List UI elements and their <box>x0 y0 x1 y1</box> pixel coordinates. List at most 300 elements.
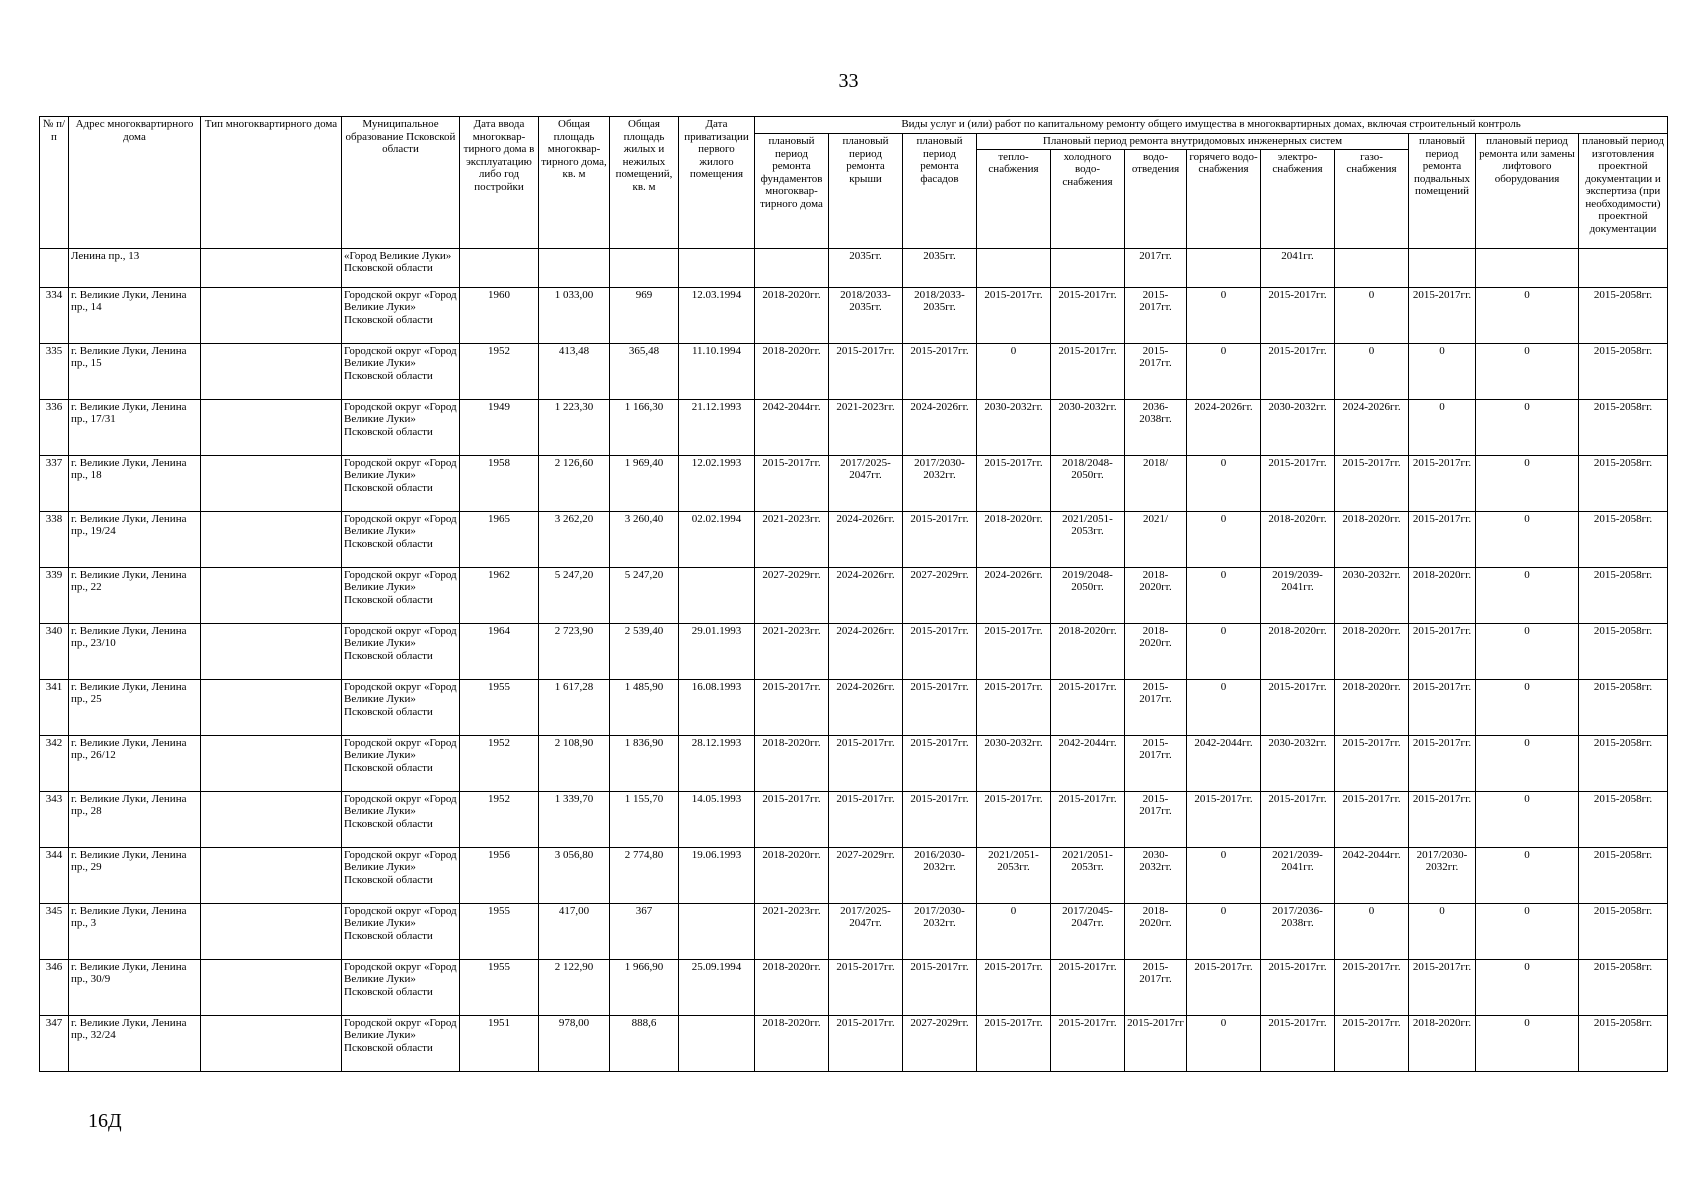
cell-foundation: 2021-2023гг. <box>755 903 829 959</box>
cell-sewage: 2018/ <box>1125 455 1187 511</box>
table-row <box>40 847 1668 903</box>
cell-address: г. Великие Луки, Ленина пр., 28 <box>69 791 201 847</box>
cell-sewage: 2015-2017гг. <box>1125 959 1187 1015</box>
cell-municipality: Городской округ «Город Великие Луки» Псковской области <box>342 847 460 903</box>
cell-basement: 2015-2017гг. <box>1409 511 1476 567</box>
cell-type <box>201 791 342 847</box>
cell-roof: 2015-2017гг. <box>829 343 903 399</box>
col-header-date: Дата ввода многоквар-тирного дома в эксплуатацию либо год постройки <box>460 117 539 249</box>
cell-type <box>201 623 342 679</box>
col-header-municipality: Муниципальное образование Псковской области <box>342 117 460 249</box>
cell-date: 1952 <box>460 735 539 791</box>
cell-living-area: 3 260,40 <box>610 511 679 567</box>
col-header-basement: плановый период ремонта подвальных помещений <box>1409 134 1476 249</box>
col-header-design: плановый период изготовления проектной документации и экспертиза (при необходимости) проектной документации <box>1579 134 1668 249</box>
cell-sewage: 2015-2017гг. <box>1125 791 1187 847</box>
cell-design: 2015-2058гг. <box>1579 623 1668 679</box>
cell-date: 1951 <box>460 1015 539 1071</box>
cell-foundation: 2021-2023гг. <box>755 623 829 679</box>
cell-roof: 2015-2017гг. <box>829 791 903 847</box>
cell-privatization-date <box>679 248 755 287</box>
cell-basement: 0 <box>1409 903 1476 959</box>
cell-sewage: 2015-2017гг. <box>1125 343 1187 399</box>
cell-num: 346 <box>40 959 69 1015</box>
cell-privatization-date <box>679 903 755 959</box>
cell-address: г. Великие Луки, Ленина пр., 14 <box>69 287 201 343</box>
cell-sewage: 2036-2038гг. <box>1125 399 1187 455</box>
cell-total-area: 1 223,30 <box>539 399 610 455</box>
cell-sewage: 2015-2017гг. <box>1125 735 1187 791</box>
table-row <box>40 1015 1668 1071</box>
cell-hot-water: 0 <box>1187 511 1261 567</box>
cell-date: 1962 <box>460 567 539 623</box>
cell-cold-water: 2017/2045-2047гг. <box>1051 903 1125 959</box>
cell-heat: 0 <box>977 903 1051 959</box>
cell-address: г. Великие Луки, Ленина пр., 17/31 <box>69 399 201 455</box>
cell-privatization-date: 02.02.1994 <box>679 511 755 567</box>
cell-type <box>201 959 342 1015</box>
cell-date: 1964 <box>460 623 539 679</box>
cell-total-area: 413,48 <box>539 343 610 399</box>
cell-basement: 0 <box>1409 399 1476 455</box>
col-header-privatization-date: Дата приватизации первого жилого помещения <box>679 117 755 249</box>
cell-num: 336 <box>40 399 69 455</box>
cell-cold-water: 2015-2017гг. <box>1051 791 1125 847</box>
cell-hot-water: 0 <box>1187 567 1261 623</box>
cell-total-area: 3 262,20 <box>539 511 610 567</box>
cell-heat: 2015-2017гг. <box>977 455 1051 511</box>
cell-roof: 2035гг. <box>829 248 903 287</box>
cell-heat: 2030-2032гг. <box>977 735 1051 791</box>
cell-total-area: 2 108,90 <box>539 735 610 791</box>
cell-living-area: 1 155,70 <box>610 791 679 847</box>
cell-living-area: 365,48 <box>610 343 679 399</box>
cell-cold-water: 2018/2048-2050гг. <box>1051 455 1125 511</box>
cell-elevator: 0 <box>1476 679 1579 735</box>
cell-foundation: 2018-2020гг. <box>755 287 829 343</box>
cell-facade: 2017/2030-2032гг. <box>903 455 977 511</box>
cell-elevator: 0 <box>1476 399 1579 455</box>
cell-municipality: Городской округ «Город Великие Луки» Псковской области <box>342 1015 460 1071</box>
cell-sewage: 2018-2020гг. <box>1125 903 1187 959</box>
cell-heat: 2015-2017гг. <box>977 959 1051 1015</box>
cell-total-area: 5 247,20 <box>539 567 610 623</box>
cell-sewage: 2018-2020гг. <box>1125 567 1187 623</box>
cell-cold-water: 2015-2017гг. <box>1051 959 1125 1015</box>
cell-roof: 2024-2026гг. <box>829 511 903 567</box>
cell-cold-water: 2015-2017гг. <box>1051 679 1125 735</box>
cell-total-area: 3 056,80 <box>539 847 610 903</box>
cell-date: 1956 <box>460 847 539 903</box>
cell-design: 2015-2058гг. <box>1579 735 1668 791</box>
cell-living-area: 1 836,90 <box>610 735 679 791</box>
cell-foundation: 2018-2020гг. <box>755 735 829 791</box>
cell-elevator: 0 <box>1476 903 1579 959</box>
cell-cold-water: 2019/2048-2050гг. <box>1051 567 1125 623</box>
cell-num: 337 <box>40 455 69 511</box>
col-header-cold-water: холодного водо-снабжения <box>1051 149 1125 248</box>
cell-num: 341 <box>40 679 69 735</box>
cell-address: г. Великие Луки, Ленина пр., 26/12 <box>69 735 201 791</box>
cell-electric: 2015-2017гг. <box>1261 959 1335 1015</box>
cell-basement: 2017/2030-2032гг. <box>1409 847 1476 903</box>
cell-foundation: 2018-2020гг. <box>755 959 829 1015</box>
cell-privatization-date: 11.10.1994 <box>679 343 755 399</box>
cell-basement: 2015-2017гг. <box>1409 791 1476 847</box>
cell-design: 2015-2058гг. <box>1579 679 1668 735</box>
cell-num: 345 <box>40 903 69 959</box>
cell-elevator: 0 <box>1476 847 1579 903</box>
cell-cold-water: 2018-2020гг. <box>1051 623 1125 679</box>
cell-roof: 2015-2017гг. <box>829 735 903 791</box>
col-header-electric: электро-снабжения <box>1261 149 1335 248</box>
cell-total-area: 1 339,70 <box>539 791 610 847</box>
cell-heat: 2018-2020гг. <box>977 511 1051 567</box>
cell-living-area: 888,6 <box>610 1015 679 1071</box>
cell-gas: 2018-2020гг. <box>1335 679 1409 735</box>
cell-design: 2015-2058гг. <box>1579 567 1668 623</box>
cell-municipality: Городской округ «Город Великие Луки» Псковской области <box>342 399 460 455</box>
cell-basement: 2018-2020гг. <box>1409 567 1476 623</box>
cell-design: 2015-2058гг. <box>1579 511 1668 567</box>
cell-num <box>40 248 69 287</box>
cell-design <box>1579 248 1668 287</box>
cell-num: 339 <box>40 567 69 623</box>
cell-privatization-date: 12.03.1994 <box>679 287 755 343</box>
cell-address: г. Великие Луки, Ленина пр., 18 <box>69 455 201 511</box>
cell-heat: 2015-2017гг. <box>977 1015 1051 1071</box>
cell-heat: 2021/2051-2053гг. <box>977 847 1051 903</box>
cell-roof: 2017/2025-2047гг. <box>829 455 903 511</box>
cell-date <box>460 248 539 287</box>
cell-electric: 2015-2017гг. <box>1261 343 1335 399</box>
cell-type <box>201 847 342 903</box>
cell-hot-water: 2015-2017гг. <box>1187 791 1261 847</box>
cell-elevator: 0 <box>1476 511 1579 567</box>
cell-design: 2015-2058гг. <box>1579 1015 1668 1071</box>
cell-living-area <box>610 248 679 287</box>
col-header-living-area: Общая площадь жилых и нежилых помещений, кв. м <box>610 117 679 249</box>
col-header-foundation: плановый период ремонта фундаментов многоквар-тирного дома <box>755 134 829 249</box>
cell-cold-water <box>1051 248 1125 287</box>
cell-total-area: 1 617,28 <box>539 679 610 735</box>
cell-elevator: 0 <box>1476 959 1579 1015</box>
cell-total-area: 1 033,00 <box>539 287 610 343</box>
cell-hot-water: 2042-2044гг. <box>1187 735 1261 791</box>
cell-cold-water: 2015-2017гг. <box>1051 343 1125 399</box>
continuation-row <box>40 248 1668 287</box>
cell-type <box>201 679 342 735</box>
cell-electric: 2018-2020гг. <box>1261 623 1335 679</box>
col-header-heat: тепло-снабжения <box>977 149 1051 248</box>
cell-heat: 0 <box>977 343 1051 399</box>
cell-municipality: Городской округ «Город Великие Луки» Псковской области <box>342 623 460 679</box>
cell-date: 1960 <box>460 287 539 343</box>
cell-num: 344 <box>40 847 69 903</box>
cell-facade: 2015-2017гг. <box>903 343 977 399</box>
capital-repair-table <box>39 116 1668 1072</box>
cell-privatization-date: 14.05.1993 <box>679 791 755 847</box>
cell-facade: 2015-2017гг. <box>903 511 977 567</box>
cell-design: 2015-2058гг. <box>1579 959 1668 1015</box>
cell-privatization-date <box>679 567 755 623</box>
cell-design: 2015-2058гг. <box>1579 287 1668 343</box>
cell-design: 2015-2058гг. <box>1579 847 1668 903</box>
cell-num: 343 <box>40 791 69 847</box>
cell-gas: 2015-2017гг. <box>1335 791 1409 847</box>
table-row <box>40 623 1668 679</box>
cell-total-area: 417,00 <box>539 903 610 959</box>
cell-date: 1952 <box>460 791 539 847</box>
cell-design: 2015-2058гг. <box>1579 399 1668 455</box>
cell-type <box>201 567 342 623</box>
cell-address: г. Великие Луки, Ленина пр., 22 <box>69 567 201 623</box>
cell-living-area: 1 969,40 <box>610 455 679 511</box>
cell-hot-water: 0 <box>1187 1015 1261 1071</box>
cell-facade: 2035гг. <box>903 248 977 287</box>
cell-type <box>201 511 342 567</box>
col-header-type: Тип многоквартирного дома <box>201 117 342 249</box>
cell-foundation: 2015-2017гг. <box>755 455 829 511</box>
cell-heat <box>977 248 1051 287</box>
cell-municipality: Городской округ «Город Великие Луки» Псковской области <box>342 903 460 959</box>
page-number: 33 <box>838 70 859 92</box>
cell-municipality: Городской округ «Город Великие Луки» Псковской области <box>342 679 460 735</box>
cell-foundation: 2015-2017гг. <box>755 679 829 735</box>
cell-elevator: 0 <box>1476 1015 1579 1071</box>
cell-living-area: 1 166,30 <box>610 399 679 455</box>
cell-num: 340 <box>40 623 69 679</box>
cell-cold-water: 2015-2017гг. <box>1051 1015 1125 1071</box>
cell-date: 1965 <box>460 511 539 567</box>
cell-facade: 2015-2017гг. <box>903 791 977 847</box>
cell-living-area: 1 485,90 <box>610 679 679 735</box>
table-row <box>40 399 1668 455</box>
cell-cold-water: 2021/2051-2053гг. <box>1051 511 1125 567</box>
col-header-elevator: плановый период ремонта или замены лифтового оборудования <box>1476 134 1579 249</box>
cell-elevator: 0 <box>1476 567 1579 623</box>
cell-electric: 2018-2020гг. <box>1261 511 1335 567</box>
cell-address: г. Великие Луки, Ленина пр., 19/24 <box>69 511 201 567</box>
col-header-address: Адрес многоквартирного дома <box>69 117 201 249</box>
cell-electric: 2019/2039-2041гг. <box>1261 567 1335 623</box>
cell-facade: 2027-2029гг. <box>903 1015 977 1071</box>
cell-municipality: Городской округ «Город Великие Луки» Псковской области <box>342 511 460 567</box>
cell-roof: 2017/2025-2047гг. <box>829 903 903 959</box>
cell-cold-water: 2015-2017гг. <box>1051 287 1125 343</box>
table-row <box>40 287 1668 343</box>
cell-roof: 2024-2026гг. <box>829 567 903 623</box>
cell-elevator: 0 <box>1476 791 1579 847</box>
cell-gas <box>1335 248 1409 287</box>
table-row <box>40 735 1668 791</box>
col-header-roof: плановый период ремонта крыши <box>829 134 903 249</box>
cell-type <box>201 735 342 791</box>
table-row <box>40 959 1668 1015</box>
cell-facade: 2016/2030-2032гг. <box>903 847 977 903</box>
cell-foundation: 2015-2017гг. <box>755 791 829 847</box>
cell-address: г. Великие Луки, Ленина пр., 29 <box>69 847 201 903</box>
cell-elevator: 0 <box>1476 455 1579 511</box>
cell-heat: 2015-2017гг. <box>977 623 1051 679</box>
cell-foundation <box>755 248 829 287</box>
cell-gas: 0 <box>1335 903 1409 959</box>
cell-gas: 2042-2044гг. <box>1335 847 1409 903</box>
cell-sewage: 2017гг. <box>1125 248 1187 287</box>
cell-address: г. Великие Луки, Ленина пр., 23/10 <box>69 623 201 679</box>
cell-gas: 2018-2020гг. <box>1335 511 1409 567</box>
cell-municipality: Городской округ «Город Великие Луки» Псковской области <box>342 735 460 791</box>
header-row-1 <box>40 117 1668 134</box>
cell-sewage: 2015-2017гг. <box>1125 287 1187 343</box>
cell-municipality: Городской округ «Город Великие Луки» Псковской области <box>342 287 460 343</box>
cell-gas: 2018-2020гг. <box>1335 623 1409 679</box>
cell-electric: 2015-2017гг. <box>1261 287 1335 343</box>
cell-gas: 2015-2017гг. <box>1335 1015 1409 1071</box>
cell-total-area: 2 723,90 <box>539 623 610 679</box>
cell-num: 342 <box>40 735 69 791</box>
cell-living-area: 2 539,40 <box>610 623 679 679</box>
cell-roof: 2024-2026гг. <box>829 623 903 679</box>
cell-foundation: 2018-2020гг. <box>755 343 829 399</box>
cell-facade: 2015-2017гг. <box>903 959 977 1015</box>
cell-basement: 0 <box>1409 343 1476 399</box>
cell-privatization-date <box>679 1015 755 1071</box>
cell-basement <box>1409 248 1476 287</box>
cell-privatization-date: 29.01.1993 <box>679 623 755 679</box>
col-header-facade: плановый период ремонта фасадов <box>903 134 977 249</box>
cell-basement: 2015-2017гг. <box>1409 959 1476 1015</box>
cell-hot-water <box>1187 248 1261 287</box>
cell-basement: 2015-2017гг. <box>1409 623 1476 679</box>
cell-sewage: 2015-2017гг <box>1125 1015 1187 1071</box>
cell-electric: 2015-2017гг. <box>1261 791 1335 847</box>
cell-type <box>201 399 342 455</box>
cell-municipality: Городской округ «Город Великие Луки» Псковской области <box>342 791 460 847</box>
cell-design: 2015-2058гг. <box>1579 455 1668 511</box>
cell-hot-water: 0 <box>1187 287 1261 343</box>
col-header-hot-water: горячего водо-снабжения <box>1187 149 1261 248</box>
cell-living-area: 969 <box>610 287 679 343</box>
cell-elevator: 0 <box>1476 623 1579 679</box>
cell-design: 2015-2058гг. <box>1579 343 1668 399</box>
cell-type <box>201 455 342 511</box>
cell-sewage: 2030-2032гг. <box>1125 847 1187 903</box>
cell-address: г. Великие Луки, Ленина пр., 3 <box>69 903 201 959</box>
cell-gas: 2015-2017гг. <box>1335 735 1409 791</box>
cell-foundation: 2018-2020гг. <box>755 847 829 903</box>
cell-cold-water: 2030-2032гг. <box>1051 399 1125 455</box>
cell-gas: 2015-2017гг. <box>1335 959 1409 1015</box>
table-row <box>40 903 1668 959</box>
cell-type <box>201 1015 342 1071</box>
cell-living-area: 1 966,90 <box>610 959 679 1015</box>
cell-design: 2015-2058гг. <box>1579 903 1668 959</box>
cell-address: г. Великие Луки, Ленина пр., 32/24 <box>69 1015 201 1071</box>
cell-address: г. Великие Луки, Ленина пр., 15 <box>69 343 201 399</box>
cell-gas: 2024-2026гг. <box>1335 399 1409 455</box>
cell-roof: 2021-2023гг. <box>829 399 903 455</box>
cell-roof: 2015-2017гг. <box>829 1015 903 1071</box>
cell-heat: 2015-2017гг. <box>977 287 1051 343</box>
cell-hot-water: 0 <box>1187 343 1261 399</box>
cell-electric: 2030-2032гг. <box>1261 399 1335 455</box>
cell-privatization-date: 25.09.1994 <box>679 959 755 1015</box>
cell-hot-water: 2015-2017гг. <box>1187 959 1261 1015</box>
cell-heat: 2024-2026гг. <box>977 567 1051 623</box>
col-header-gas: газо-снабжения <box>1335 149 1409 248</box>
cell-basement: 2015-2017гг. <box>1409 287 1476 343</box>
cell-heat: 2015-2017гг. <box>977 791 1051 847</box>
cell-electric: 2017/2036-2038гг. <box>1261 903 1335 959</box>
cell-num: 347 <box>40 1015 69 1071</box>
cell-date: 1955 <box>460 903 539 959</box>
cell-address: г. Великие Луки, Ленина пр., 30/9 <box>69 959 201 1015</box>
cell-gas: 2015-2017гг. <box>1335 455 1409 511</box>
cell-facade: 2015-2017гг. <box>903 623 977 679</box>
cell-municipality: «Город Великие Луки» Псковской области <box>342 248 460 287</box>
cell-date: 1949 <box>460 399 539 455</box>
cell-facade: 2027-2029гг. <box>903 567 977 623</box>
cell-living-area: 5 247,20 <box>610 567 679 623</box>
cell-hot-water: 0 <box>1187 847 1261 903</box>
cell-privatization-date: 12.02.1993 <box>679 455 755 511</box>
cell-date: 1958 <box>460 455 539 511</box>
cell-type <box>201 248 342 287</box>
cell-date: 1955 <box>460 679 539 735</box>
cell-heat: 2030-2032гг. <box>977 399 1051 455</box>
cell-total-area: 2 126,60 <box>539 455 610 511</box>
cell-municipality: Городской округ «Город Великие Луки» Псковской области <box>342 959 460 1015</box>
table-row <box>40 567 1668 623</box>
cell-foundation: 2021-2023гг. <box>755 511 829 567</box>
cell-design: 2015-2058гг. <box>1579 791 1668 847</box>
cell-hot-water: 0 <box>1187 679 1261 735</box>
cell-elevator: 0 <box>1476 343 1579 399</box>
cell-hot-water: 0 <box>1187 455 1261 511</box>
col-group-header-works: Виды услуг и (или) работ по капитальному ремонту общего имущества в многоквартирных домах, включая строительный контроль <box>755 117 1668 134</box>
cell-living-area: 367 <box>610 903 679 959</box>
cell-facade: 2017/2030-2032гг. <box>903 903 977 959</box>
cell-type <box>201 287 342 343</box>
cell-privatization-date: 21.12.1993 <box>679 399 755 455</box>
cell-facade: 2018/2033-2035гг. <box>903 287 977 343</box>
cell-foundation: 2042-2044гг. <box>755 399 829 455</box>
cell-electric: 2015-2017гг. <box>1261 679 1335 735</box>
table-row <box>40 343 1668 399</box>
cell-date: 1952 <box>460 343 539 399</box>
cell-sewage: 2015-2017гг. <box>1125 679 1187 735</box>
table-row <box>40 511 1668 567</box>
cell-num: 335 <box>40 343 69 399</box>
cell-elevator: 0 <box>1476 287 1579 343</box>
cell-address: Ленина пр., 13 <box>69 248 201 287</box>
cell-facade: 2024-2026гг. <box>903 399 977 455</box>
footer-code: 16Д <box>88 1110 122 1132</box>
cell-municipality: Городской округ «Город Великие Луки» Псковской области <box>342 567 460 623</box>
cell-facade: 2015-2017гг. <box>903 735 977 791</box>
cell-electric: 2021/2039-2041гг. <box>1261 847 1335 903</box>
cell-basement: 2015-2017гг. <box>1409 455 1476 511</box>
cell-foundation: 2018-2020гг. <box>755 1015 829 1071</box>
cell-total-area: 2 122,90 <box>539 959 610 1015</box>
cell-cold-water: 2042-2044гг. <box>1051 735 1125 791</box>
table-row <box>40 455 1668 511</box>
cell-hot-water: 0 <box>1187 623 1261 679</box>
cell-sewage: 2018-2020гг. <box>1125 623 1187 679</box>
cell-roof: 2015-2017гг. <box>829 959 903 1015</box>
cell-type <box>201 903 342 959</box>
